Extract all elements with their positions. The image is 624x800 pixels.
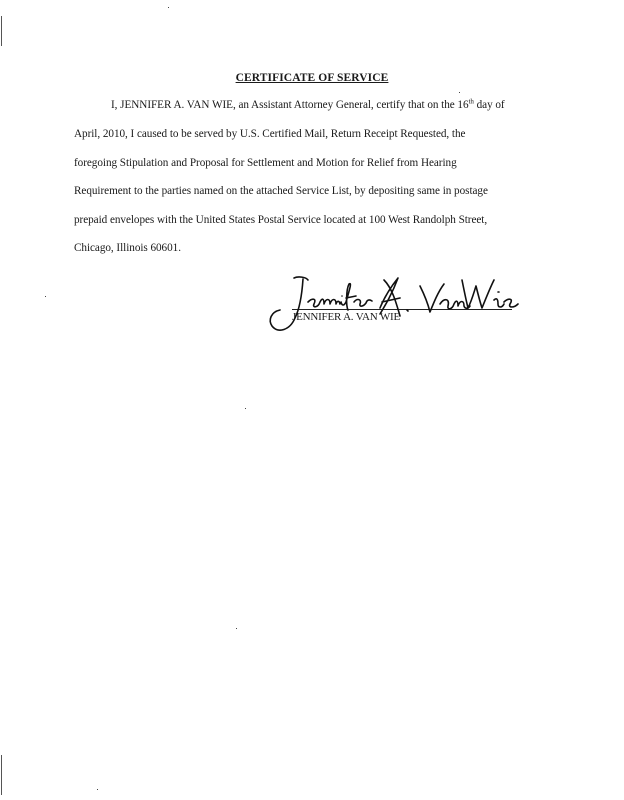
scan-speck: [97, 789, 98, 790]
body-line-6: Chicago, Illinois 60601.: [74, 242, 181, 254]
body-line-1-tail: day of: [473, 99, 505, 111]
body-line-4: Requirement to the parties named on the attached Service List, by depositing same in postage: [74, 185, 488, 197]
body-line-5: prepaid envelopes with the United States Postal Service located at 100 West Randolph Street,: [74, 214, 488, 226]
body-line-1-text: I, JENNIFER A. VAN WIE, an Assistant Attorney General, certify that on the 16: [111, 99, 469, 111]
scan-edge-bottom: [1, 755, 2, 795]
ordinal-suffix: th: [468, 97, 474, 106]
body-line-2: April, 2010, I caused to be served by U.S. Certified Mail, Return Receipt Requested, the: [74, 128, 466, 140]
body-line-1: [111, 99, 505, 111]
body-line-3: foregoing Stipulation and Proposal for Settlement and Motion for Relief from Hearing: [74, 157, 457, 169]
document-title: CERTIFICATE OF SERVICE: [235, 72, 389, 84]
scan-edge-top: [1, 16, 2, 46]
signer-printed-name: JENNIFER A. VAN WIE: [292, 311, 401, 323]
scan-speck: [236, 628, 237, 629]
scan-speck: [168, 7, 169, 8]
handwritten-signature: [262, 268, 522, 340]
scan-speck: [45, 296, 46, 297]
scan-speck: [245, 408, 246, 409]
scan-speck: [459, 92, 460, 93]
